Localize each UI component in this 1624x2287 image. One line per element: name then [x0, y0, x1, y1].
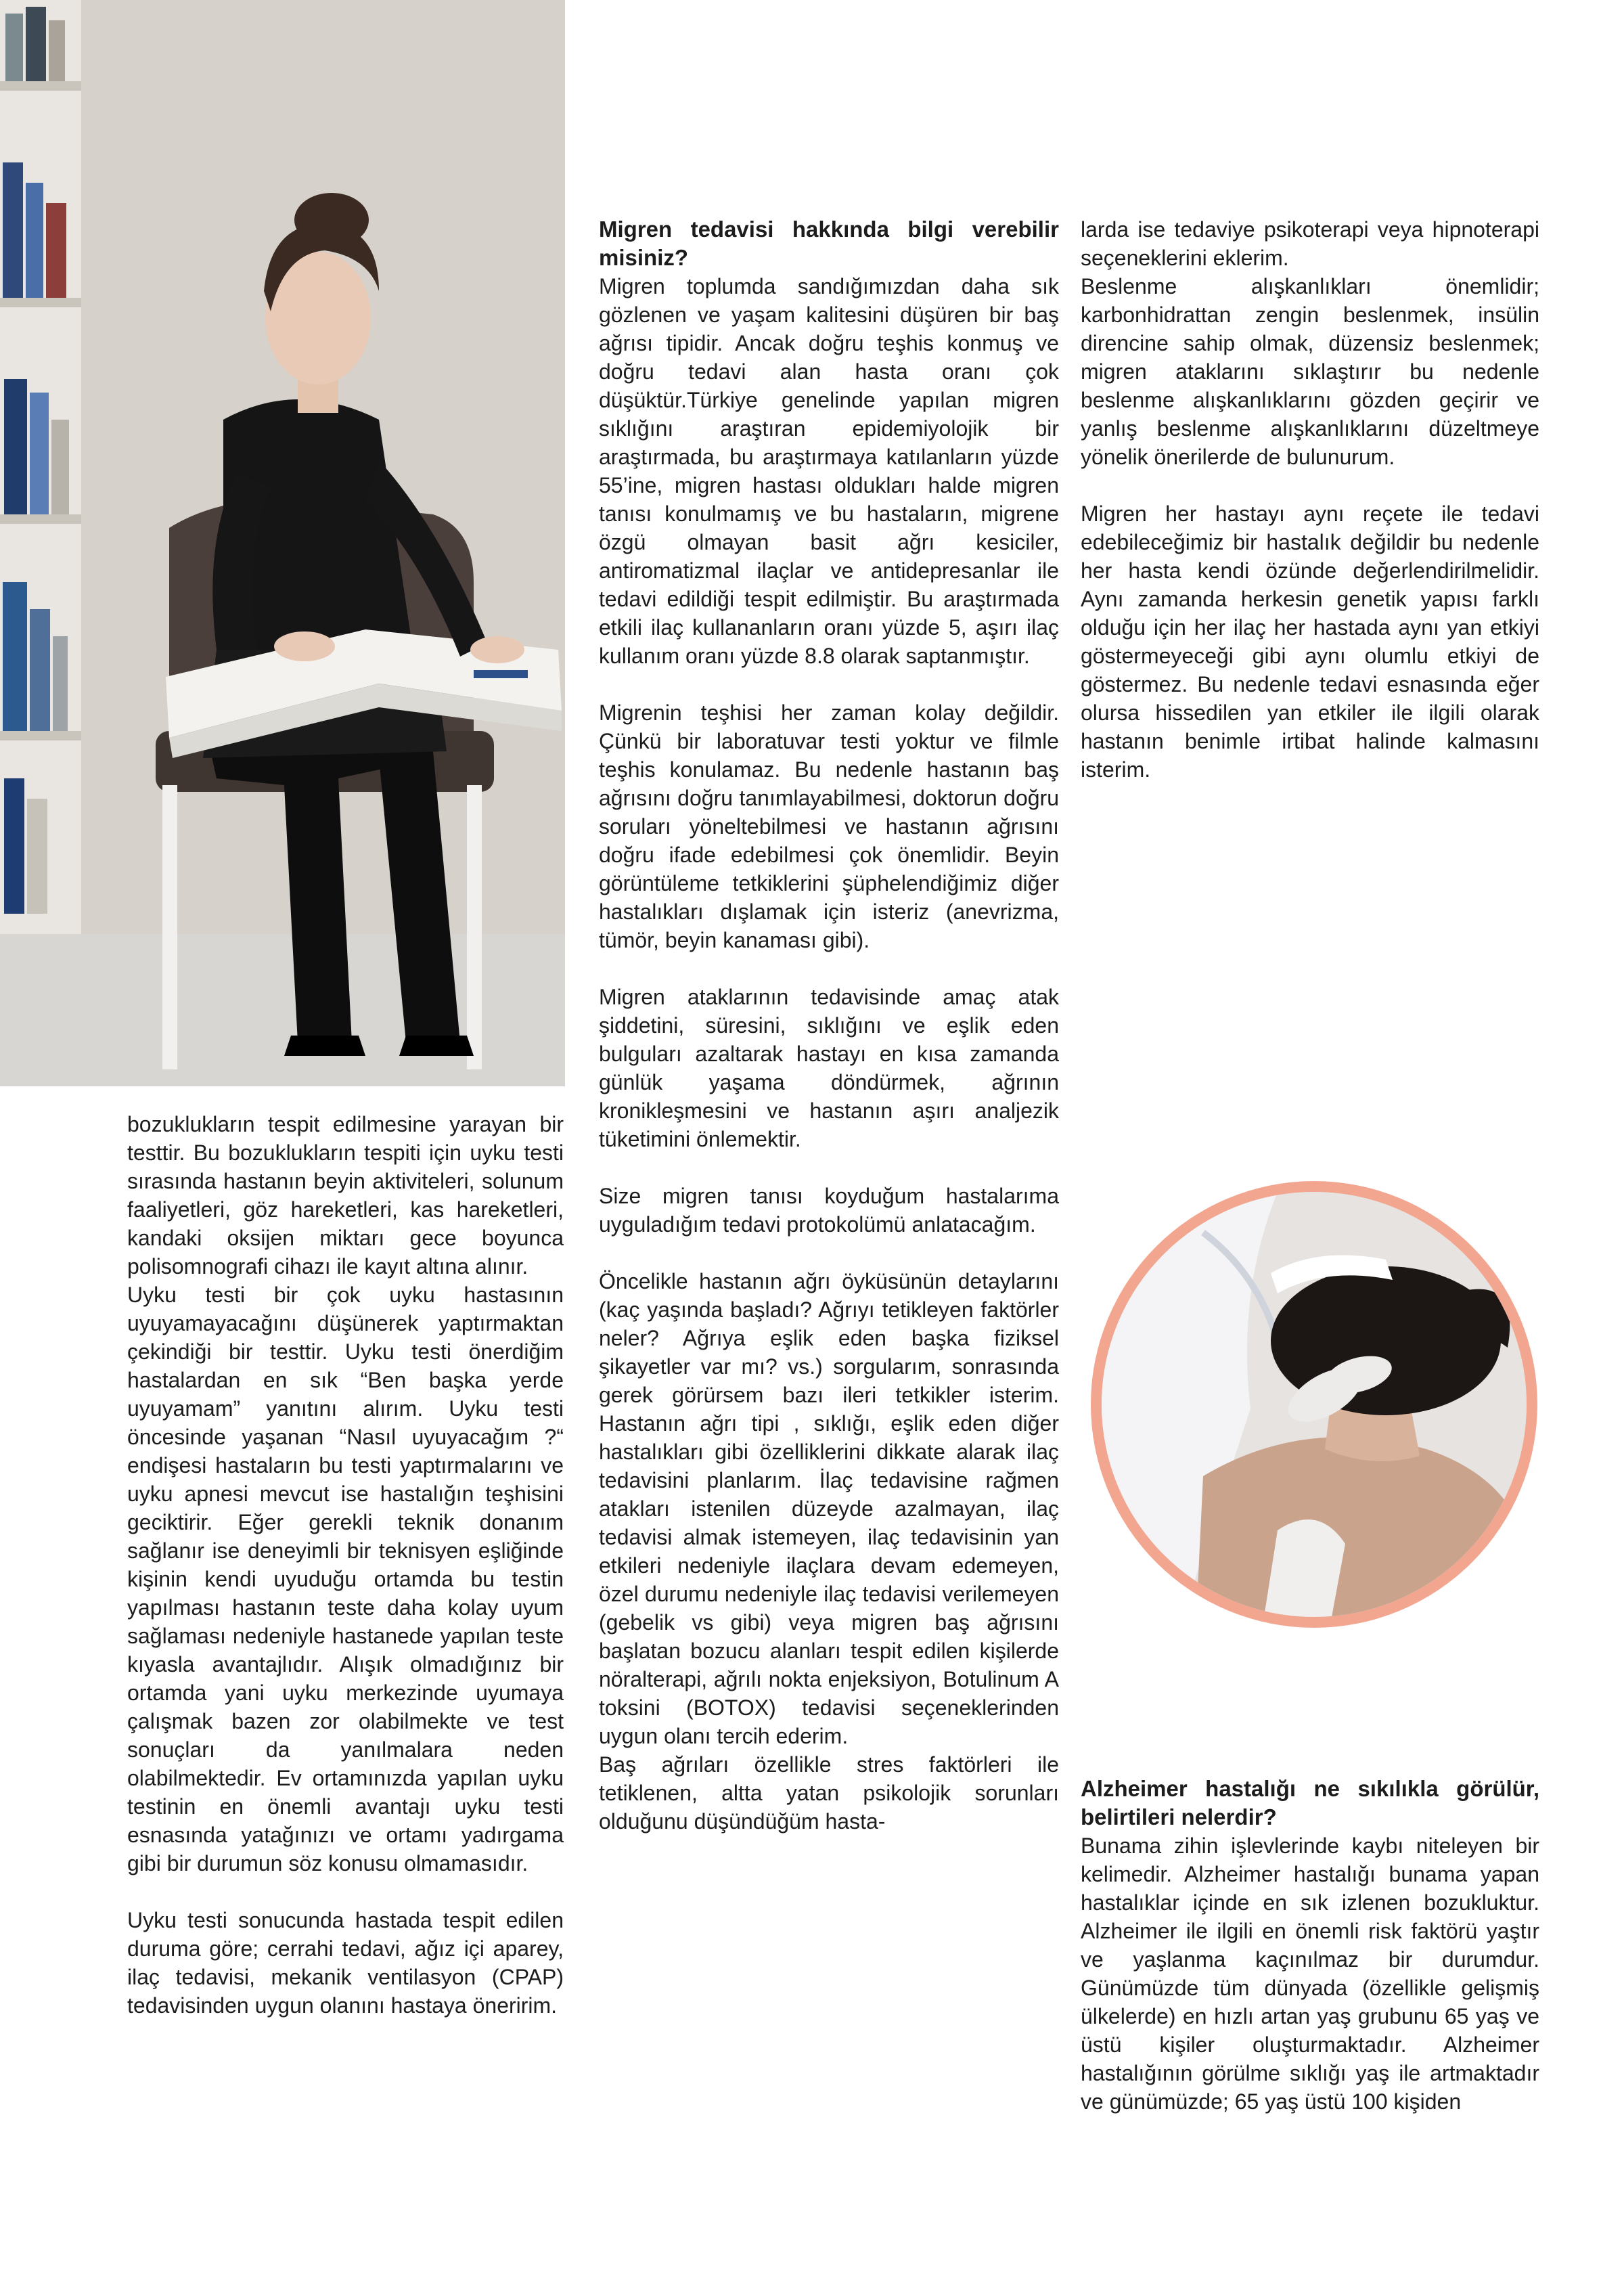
- paragraph: Beslenme alışkanlıkları önemlidir; karbonhidrattan zengin beslenmek, insülin direncine sahip olmak, düzensiz beslenmek; migren ataklarını sıklaştırır bu nedenle beslenme alışkanlıklarını gözden geçirir ve yanlış beslenme alışkanlıklarını düzeltmeye yönelik önerilerde de bulunurum.: [1081, 274, 1539, 469]
- section-heading-migraine: Migren tedavisi hakkında bilgi verebilir misiniz?: [599, 217, 1059, 270]
- treatment-photo-circle: [1091, 1181, 1537, 1628]
- article-column-3-bottom: [1081, 1775, 1539, 2116]
- paragraph: larda ise tedaviye psikoterapi veya hipnoterapi seçeneklerini eklerim.: [1081, 217, 1539, 270]
- paragraph: Bunama zihin işlevlerinde kaybı niteleyen bir kelimedir. Alzheimer hastalığı bunama yapan hastalıklar içinde en sık izlenen bozukluktur. Alzheimer ile ilgili en önemli risk faktörü yaştır ve yaşlanma kaçınılmaz bir durumdur. Günümüzde tüm dünyada (özellikle gelişmiş ülkelerde) en hızlı artan yaş grubunu 65 yaş ve üstü kişiler oluşturmaktadır. Alzheimer hastalığının görülme sıklığı yaş ile artmaktadır ve günümüzde; 65 yaş üstü 100 kişiden: [1081, 1834, 1539, 2114]
- paragraph: Migrenin teşhisi her zaman kolay değildir. Çünkü bir laboratuvar testi yoktur ve filmle teşhis konulamaz. Bu nedenle hastanın baş ağrısını doğru tanımlayabilmesi, doktorun doğru soruları yöneltebilmesi ve hastanın ağrısını doğru ifade edebilmesi çok önemlidir. Beyin görüntüleme tetkiklerini şüphelendiğimiz diğer hastalıkları dışlamak için isteriz (anevrizma, tümör, beyin kanaması gibi).: [599, 701, 1059, 952]
- paragraph: Migren toplumda sandığımızdan daha sık gözlenen ve yaşam kalitesini düşüren bir baş ağrısı tipidir. Ancak doğru teşhis konmuş ve doğru tedavi alan hasta oranı çok düşüktür.Türkiye genelinde yapılan migren sıklığını araştıran epidemiyolojik bir araştırmada, bu araştırmaya katılanların yüzde 55’ine, migren hastası oldukları halde migren tanısı konulmamış ve bu hastaların, migrene özgü olmayan basit ağrı kesiciler, antiromatizmal ilaçlar ve antidepresanlar ile tedavi edildiği tespit edilmiştir. Bu araştırmada etkili ilaç kullananların oranı yüzde 5, aşırı ilaç kullanım oranı yüzde 8.8 olarak saptanmıştır.: [599, 274, 1059, 668]
- photo-illustration: [1102, 1192, 1527, 1617]
- paragraph: Size migren tanısı koyduğum hastalarıma uyguladığım tedavi protokolümü anlatacağım.: [599, 1184, 1059, 1237]
- article-column-3: [1081, 215, 1539, 812]
- neck-treatment-photo: [1102, 1192, 1527, 1617]
- paragraph: Migren ataklarının tedavisinde amaç atak şiddetini, süresini, sıklığını ve eşlik eden bulguları azaltarak hastayı en kısa zamanda günlük yaşama döndürmek, ağrının kronikleşmesini ve hastanın aşırı analjezik tüketimini önlemektir.: [599, 985, 1059, 1151]
- photo-illustration: [0, 0, 565, 1086]
- paragraph: Baş ağrıları özellikle stres faktörleri ile tetiklenen, altta yatan psikolojik sorunları olduğunu düşündüğüm hasta-: [599, 1752, 1059, 1834]
- paragraph: Migren her hastayı aynı reçete ile tedavi edebileceğimiz bir hastalık değildir bu nedenle her hasta kendi özünde değerlendirilmelidir. Aynı zamanda herkesin genetik yapısı farklı olduğu için her ilaç her hastada aynı yan etkiyi göstermeyeceği gibi aynı olumlu etkiyi de göstermez. Bu nedenle tedavi esnasında eğer olursa hissedilen yan etkiler ile ilgili olarak hastanın benimle irtibat halinde kalmasını isterim.: [1081, 502, 1539, 782]
- doctor-reading-photo: [0, 0, 565, 1086]
- paragraph: bozuklukların tespit edilmesine yarayan bir testtir. Bu bozuklukların tespiti için uyku testi sırasında hastanın beyin aktiviteleri, solunum faaliyetleri, göz hareketleri, kas hareketleri, kandaki oksijen miktarı gece boyunca polisomnografi cihazı ile kayıt altına alınır.: [127, 1112, 564, 1279]
- paragraph: Uyku testi bir çok uyku hastasının uyuyamayacağını düşünerek yaptırmaktan çekindiği bir testtir. Uyku testi önerdiğim hastalardan en sık “Ben başka yerde uyuyamam” yanıtını alırım. Uyku testi öncesinde yaşanan “Nasıl uyuyacağım ?“ endişesi hastaların bu testi yaptırmalarını ve uyku apnesi mevcut ise hastalığın teşhisini geciktirir. Eğer gerekli teknik donanım sağlanır ise deneyimli bir teknisyen eşliğinde kişinin kendi uyuduğu ortamda bu testin yapılması hastanın teste daha kolay uyum sağlaması nedeniyle hastanede yapılan teste kıyasla avantajlıdır. Alışık olmadığınız bir ortamda yani uyku merkezinde uyumaya çalışmak bazen zor olabilmekte ve test sonuçları da yanılmalara neden olabilmektedir. Ev ortamınızda yapılan uyku testinin en önemli avantajı uyku testi esnasında yatağınızı ve ortamı yadırgama gibi bir durumun söz konusu olmamasıdır.: [127, 1283, 564, 1875]
- paragraph: Uyku testi sonucunda hastada tespit edilen duruma göre; cerrahi tedavi, ağız içi aparey, ilaç tedavisi, mekanik ventilasyon (CPAP) tedavisinden uygun olanını hastaya öneririm.: [127, 1908, 564, 2018]
- article-column-1: [127, 1110, 564, 2048]
- article-column-2: [599, 215, 1059, 1836]
- section-heading-alzheimer: Alzheimer hastalığı ne sıkılıkla görülür, belirtileri nelerdir?: [1081, 1776, 1539, 1829]
- paragraph: Öncelikle hastanın ağrı öyküsünün detaylarını (kaç yaşında başladı? Ağrıyı tetikleyen faktörler neler? Ağrıya eşlik eden başka fiziksel şikayetler var mı? vs.) sorgularım, sonrasında gerek görürsem bazı ileri tetkikler isterim. Hastanın ağrı tipi , sıklığı, eşlik eden diğer hastalıkları gibi özelliklerini dikkate alarak ilaç tedavisini planlarım. İlaç tedavisine rağmen atakları istenilen düzeyde azalmayan, ilaç tedavisi almak istemeyen, ilaç tedavisinin yan etkileri nedeniyle ilaçlara devam edemeyen, özel durumu nedeniyle ilaç tedavisi verilemeyen (gebelik vs gibi) veya migren baş ağrısını başlatan bozucu alanları tespit edilen kişilerde nöralterapi, ağrılı nokta enjeksiyon, Botulinum A toksini (BOTOX) tedavisi seçeneklerinden uygun olanı tercih ederim.: [599, 1269, 1059, 1748]
